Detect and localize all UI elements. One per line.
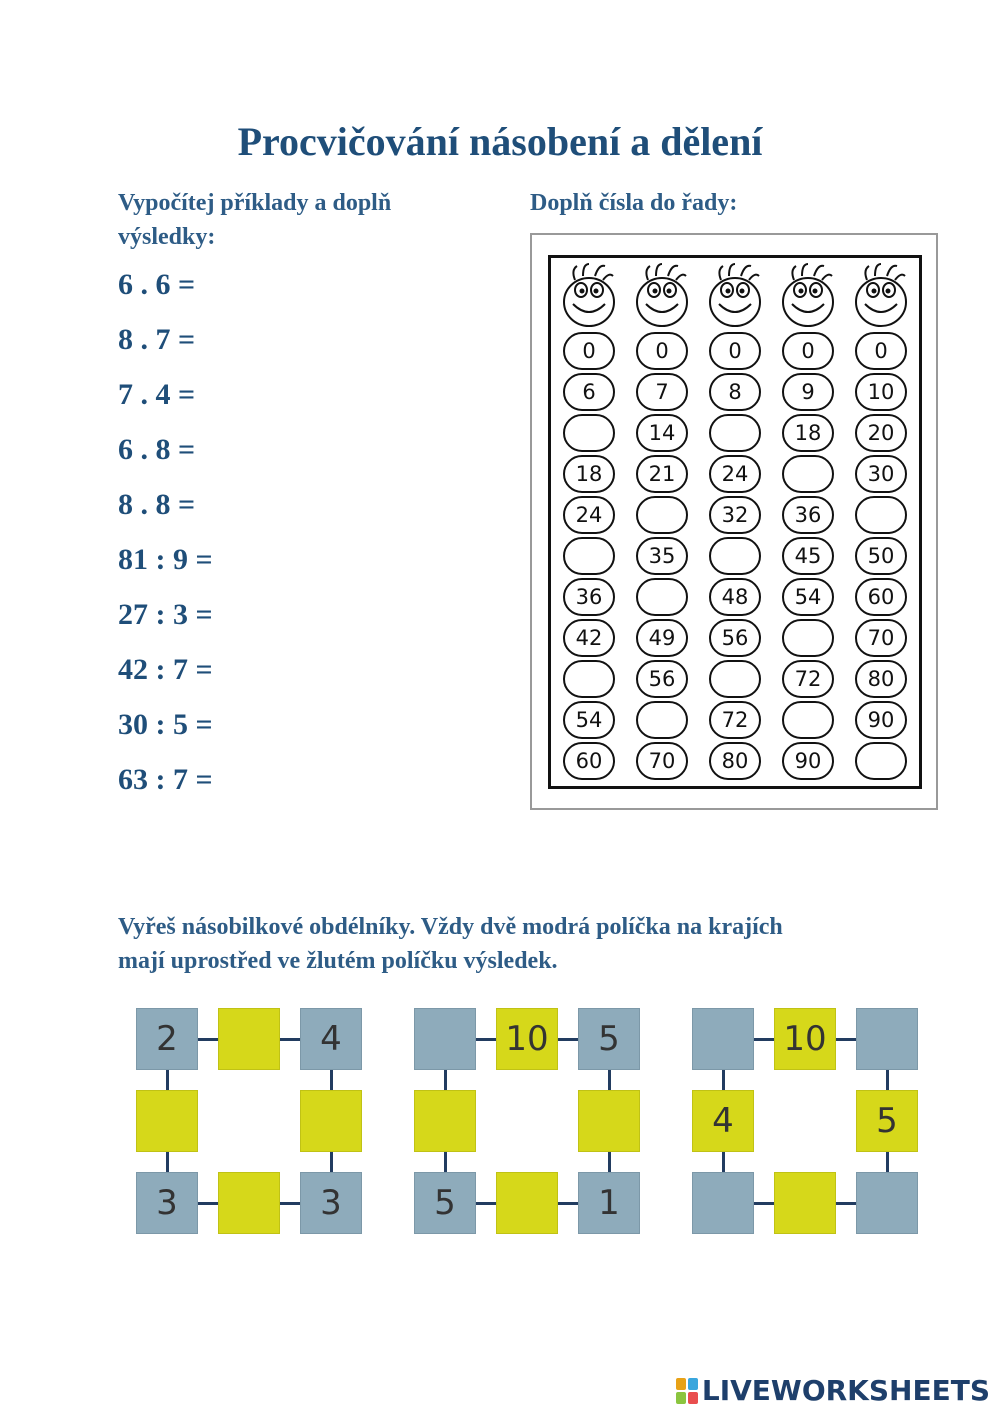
puzzle-box-mid-left[interactable] [136, 1090, 198, 1152]
caterpillar-segment: 14 [636, 414, 688, 452]
puzzle-connector [608, 1152, 611, 1172]
puzzle-box-top-left[interactable] [692, 1008, 754, 1070]
caterpillar-segment: 20 [855, 414, 907, 452]
equation: 8 . 7 = [118, 323, 196, 356]
puzzle-connector [166, 1070, 169, 1090]
puzzle-connector [166, 1152, 169, 1172]
caterpillar-segment: 42 [563, 619, 615, 657]
caterpillar-segment: 56 [636, 660, 688, 698]
puzzle-box-top-right[interactable] [856, 1008, 918, 1070]
caterpillar-segment: 56 [709, 619, 761, 657]
caterpillar-segment: 24 [709, 455, 761, 493]
puzzle-connector [476, 1202, 496, 1205]
puzzle-connector [886, 1070, 889, 1090]
puzzle-connector [722, 1070, 725, 1090]
puzzle-box-mid-right: 5 [856, 1090, 918, 1152]
puzzle-box-bot-mid[interactable] [774, 1172, 836, 1234]
left-instruction-line: Vypočítej příklady a doplň [118, 190, 392, 216]
caterpillar-segment: 90 [782, 742, 834, 780]
right-instruction: Doplň čísla do řady: [530, 190, 738, 216]
caterpillar-head-icon [707, 262, 763, 334]
caterpillar-segment[interactable] [563, 414, 615, 452]
puzzle-box-bot-right: 3 [300, 1172, 362, 1234]
puzzle-connector [198, 1202, 218, 1205]
caterpillar-segment: 0 [709, 332, 761, 370]
equation: 30 : 5 = [118, 708, 213, 741]
puzzle-connector [836, 1202, 856, 1205]
left-instruction-line: výsledky: [118, 224, 216, 250]
puzzle-connector [886, 1152, 889, 1172]
puzzle-box-top-mid[interactable] [218, 1008, 280, 1070]
caterpillar-segment[interactable] [709, 414, 761, 452]
puzzle-connector [198, 1038, 218, 1041]
caterpillar-segment: 10 [855, 373, 907, 411]
puzzle-box-top-left[interactable] [414, 1008, 476, 1070]
caterpillar-segment: 36 [782, 496, 834, 534]
puzzle-box-mid-right[interactable] [578, 1090, 640, 1152]
puzzle-connector [476, 1038, 496, 1041]
caterpillar-segment: 18 [563, 455, 615, 493]
caterpillar-image [530, 233, 938, 810]
caterpillar-head-icon [853, 262, 909, 334]
caterpillar-segment[interactable] [782, 701, 834, 739]
bottom-instruction-line: mají uprostřed ve žlutém políčku výsledek. [118, 948, 558, 974]
puzzle-box-mid-left[interactable] [414, 1090, 476, 1152]
caterpillar-segment[interactable] [563, 537, 615, 575]
puzzle-box-bot-mid[interactable] [496, 1172, 558, 1234]
caterpillar-segment[interactable] [782, 455, 834, 493]
caterpillar-segment: 50 [855, 537, 907, 575]
puzzle-box-top-left: 2 [136, 1008, 198, 1070]
caterpillar-segment: 72 [782, 660, 834, 698]
puzzle-connector [444, 1070, 447, 1090]
caterpillar-segment: 60 [563, 742, 615, 780]
puzzle-box-bot-mid[interactable] [218, 1172, 280, 1234]
bottom-instruction [118, 910, 918, 978]
puzzle-connector [558, 1038, 578, 1041]
caterpillar-segment: 8 [709, 373, 761, 411]
caterpillar-segment: 24 [563, 496, 615, 534]
caterpillar-segment: 54 [563, 701, 615, 739]
puzzle-connector [722, 1152, 725, 1172]
caterpillar-segment[interactable] [636, 701, 688, 739]
caterpillar-head-icon [634, 262, 690, 334]
caterpillar-segment: 54 [782, 578, 834, 616]
puzzle-connector [836, 1038, 856, 1041]
logo-mark-icon [676, 1378, 698, 1404]
caterpillar-head-icon [561, 262, 617, 334]
caterpillar-segment: 7 [636, 373, 688, 411]
caterpillar-segment: 36 [563, 578, 615, 616]
puzzle-box-top-right: 4 [300, 1008, 362, 1070]
logo-text: LIVEWORKSHEETS [701, 1374, 990, 1407]
equation: 6 . 8 = [118, 433, 196, 466]
caterpillar-segment[interactable] [636, 578, 688, 616]
liveworksheets-logo [676, 1374, 990, 1407]
puzzle-box-top-mid: 10 [774, 1008, 836, 1070]
puzzle-connector [608, 1070, 611, 1090]
caterpillar-segment: 80 [855, 660, 907, 698]
caterpillar-segment: 0 [636, 332, 688, 370]
left-instruction [118, 186, 498, 254]
puzzle-connector [330, 1152, 333, 1172]
equation: 42 : 7 = [118, 653, 213, 686]
puzzle-connector [280, 1202, 300, 1205]
caterpillar-segment: 18 [782, 414, 834, 452]
caterpillar-segment: 30 [855, 455, 907, 493]
caterpillar-segment: 49 [636, 619, 688, 657]
caterpillar-segment: 45 [782, 537, 834, 575]
bottom-instruction-line: Vyřeš násobilkové obdélníky. Vždy dvě modrá políčka na krajích [118, 914, 783, 940]
caterpillar-segment: 70 [855, 619, 907, 657]
caterpillar-segment: 48 [709, 578, 761, 616]
puzzle-box-bot-left: 3 [136, 1172, 198, 1234]
page-title: Procvičování násobení a dělení [237, 119, 763, 164]
caterpillar-segment: 60 [855, 578, 907, 616]
caterpillar-frame [548, 255, 922, 789]
caterpillar-segment: 90 [855, 701, 907, 739]
caterpillar-segment: 6 [563, 373, 615, 411]
puzzle-connector [330, 1070, 333, 1090]
caterpillar-head-icon [780, 262, 836, 334]
puzzle-box-bot-left: 5 [414, 1172, 476, 1234]
caterpillar-segment[interactable] [709, 660, 761, 698]
equation: 6 . 6 = [118, 268, 196, 301]
puzzle-connector [754, 1202, 774, 1205]
equation: 81 : 9 = [118, 543, 213, 576]
puzzle-connector [280, 1038, 300, 1041]
caterpillar-segment[interactable] [855, 742, 907, 780]
caterpillar-segment[interactable] [563, 660, 615, 698]
caterpillar-segment: 32 [709, 496, 761, 534]
caterpillar-segment: 72 [709, 701, 761, 739]
puzzle-box-bot-right[interactable] [856, 1172, 918, 1234]
puzzle-box-mid-left: 4 [692, 1090, 754, 1152]
puzzle-box-mid-right[interactable] [300, 1090, 362, 1152]
equation: 27 : 3 = [118, 598, 213, 631]
caterpillar-segment[interactable] [782, 619, 834, 657]
puzzle-connector [754, 1038, 774, 1041]
caterpillar-segment: 9 [782, 373, 834, 411]
equation: 63 : 7 = [118, 763, 213, 796]
caterpillar-segment: 80 [709, 742, 761, 780]
caterpillar-segment[interactable] [709, 537, 761, 575]
puzzle-box-bot-right: 1 [578, 1172, 640, 1234]
caterpillar-segment: 21 [636, 455, 688, 493]
caterpillar-segment: 35 [636, 537, 688, 575]
puzzle-box-bot-left[interactable] [692, 1172, 754, 1234]
puzzle-connector [558, 1202, 578, 1205]
caterpillar-segment: 0 [782, 332, 834, 370]
equation: 7 . 4 = [118, 378, 196, 411]
caterpillar-segment[interactable] [855, 496, 907, 534]
puzzle-connector [444, 1152, 447, 1172]
caterpillar-segment[interactable] [636, 496, 688, 534]
puzzle-box-top-right: 5 [578, 1008, 640, 1070]
puzzle-box-top-mid: 10 [496, 1008, 558, 1070]
equation: 8 . 8 = [118, 488, 196, 521]
caterpillar-segment: 70 [636, 742, 688, 780]
caterpillar-segment: 0 [563, 332, 615, 370]
caterpillar-segment: 0 [855, 332, 907, 370]
